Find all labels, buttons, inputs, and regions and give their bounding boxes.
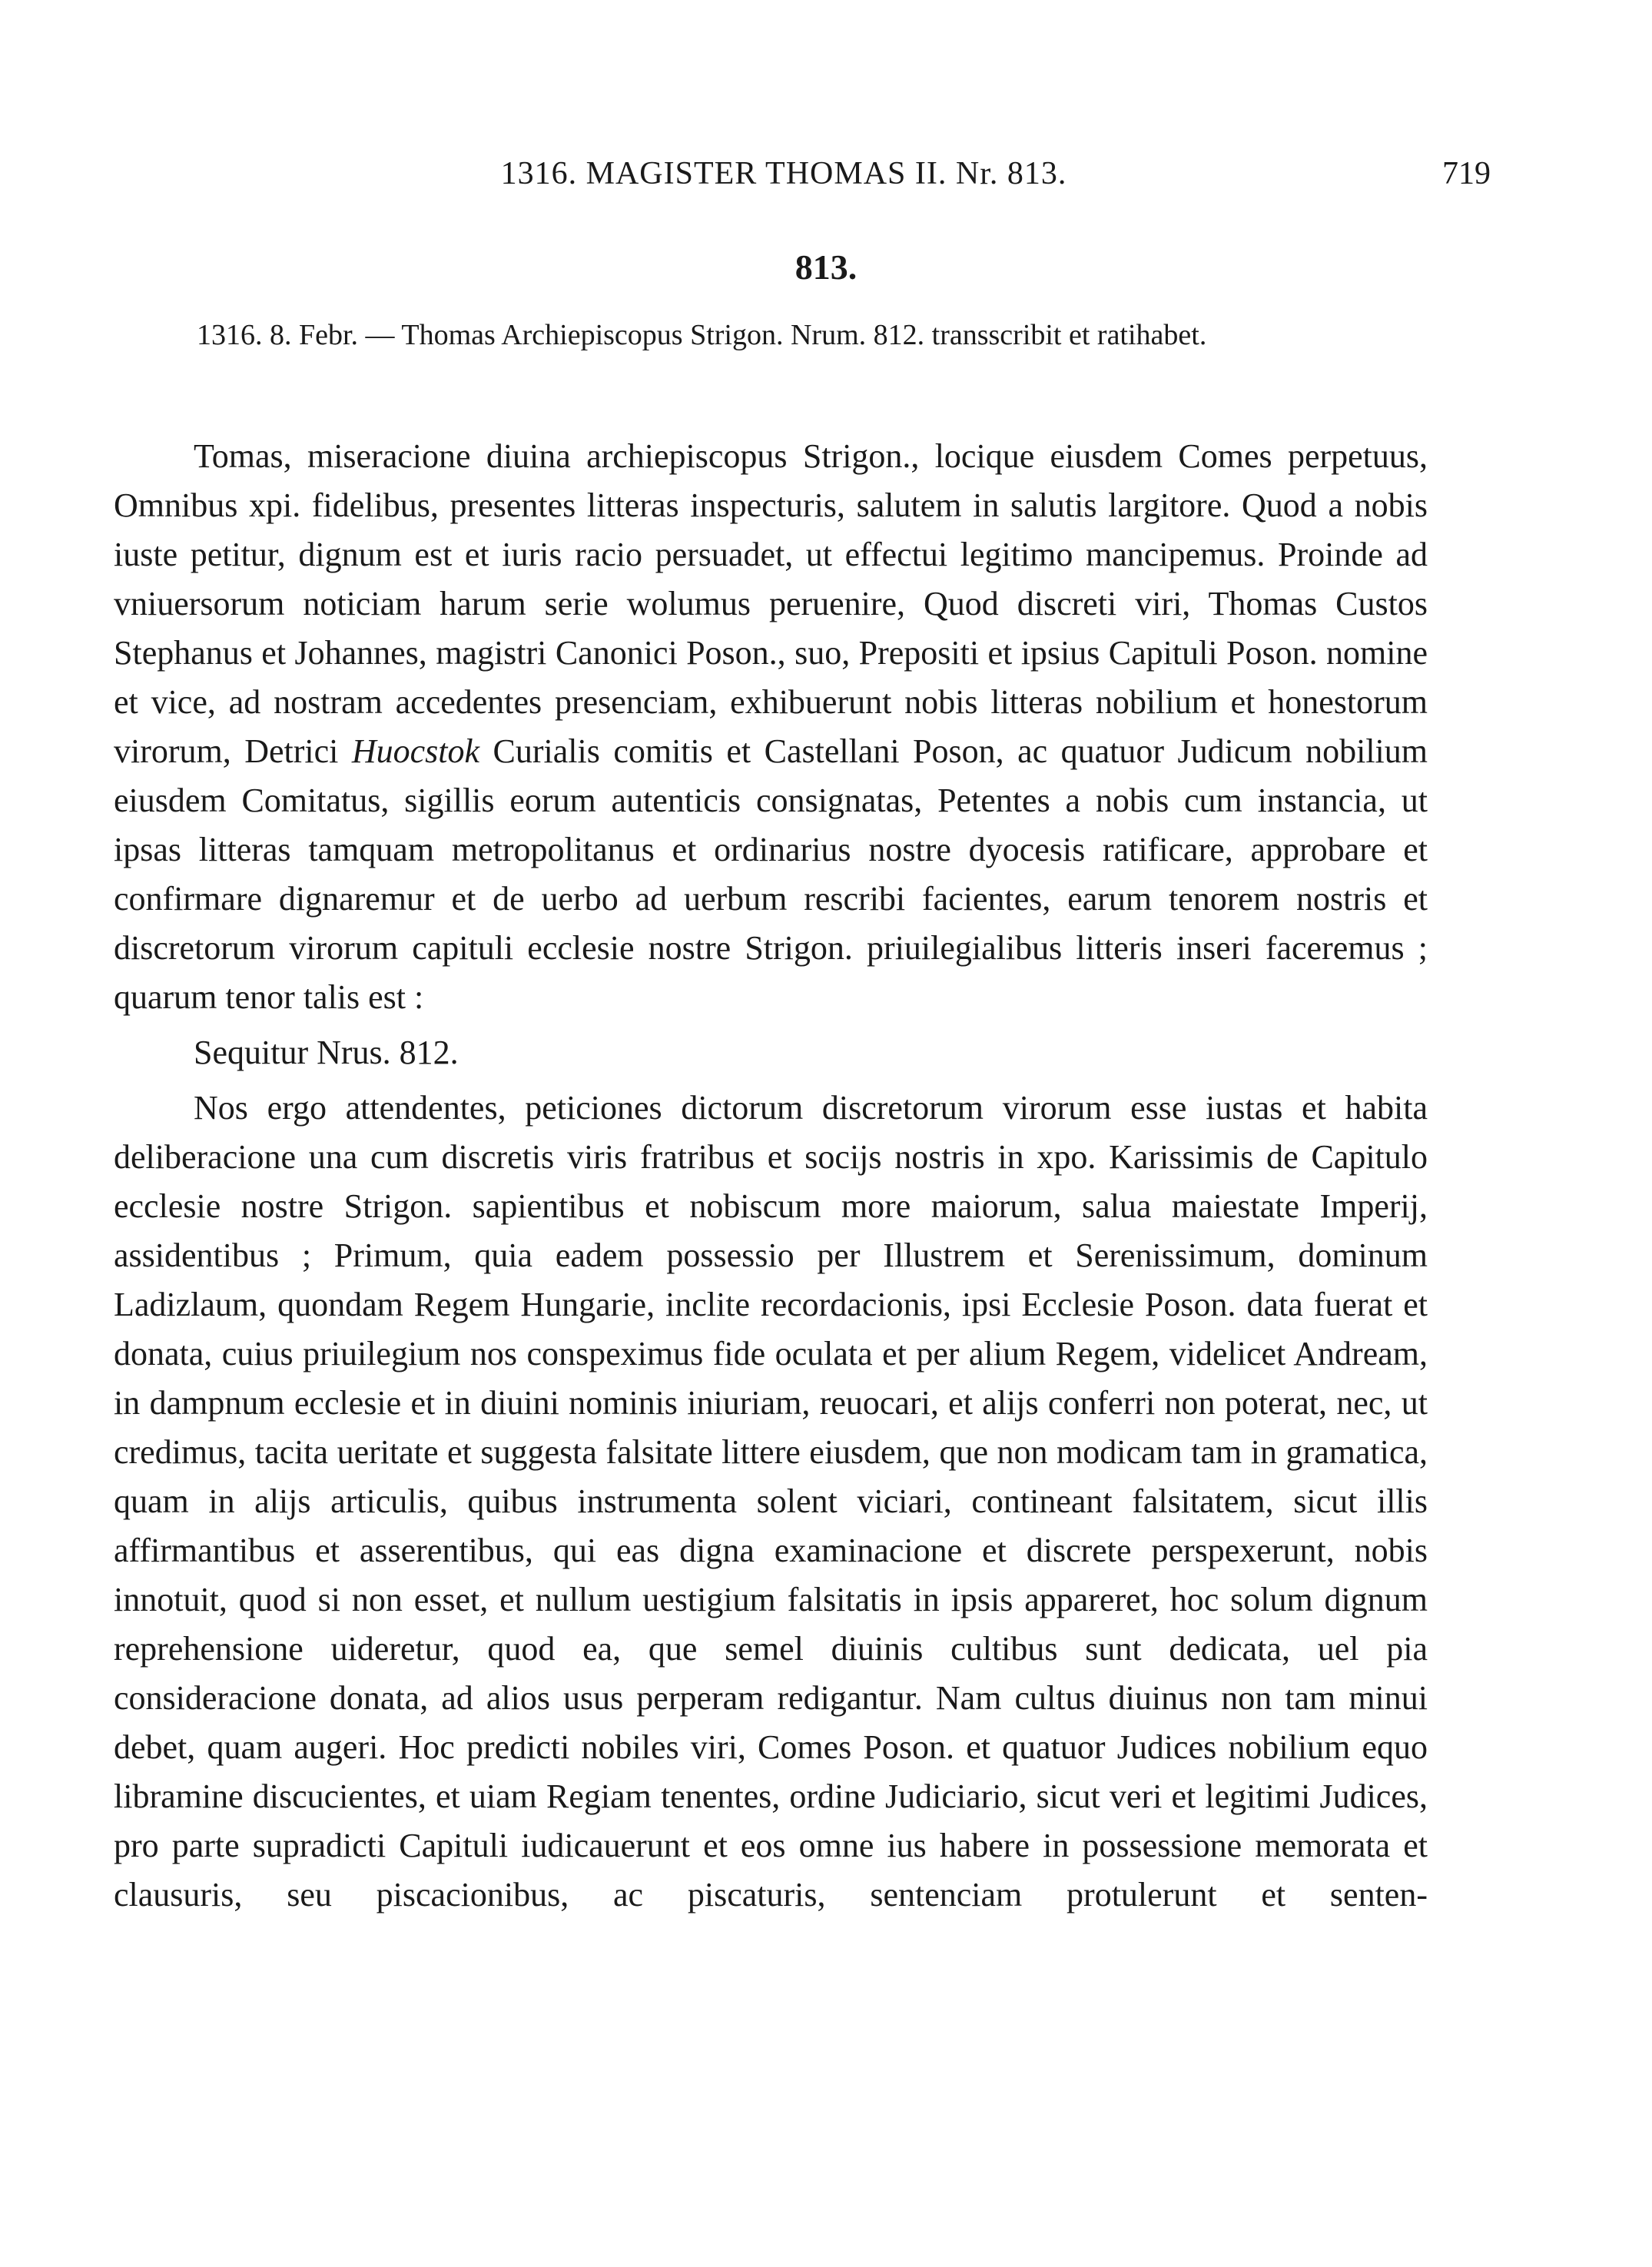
page-number: 719 bbox=[1442, 156, 1491, 191]
regest-summary: 1316. 8. Febr. — Thomas Archiepiscopus Strigon. Nrum. 812. transscribit et ratihabet. bbox=[197, 319, 1207, 351]
running-head bbox=[0, 151, 1652, 197]
document-body bbox=[114, 432, 1428, 1920]
paragraph-opening-text-2: Curialis comitis et Castellani Poson, ac quatuor Judicum nobilium eiusdem Comitatus, sigillis eorum autenticis consignatas, Petentes a nobis cum instancia, ut ipsas litteras tamquam metropolitanus et ordinarius nostre dyocesis ratificare, approbare et confirmare dignaremur et de uerbo ad uerbum rescribi facientes, earum tenorem nostris et discretorum virorum capituli ecclesie nostre Strigon. priuilegialibus litteris inseri faceremus ; quarum tenor talis est : bbox=[114, 732, 1428, 1016]
sequitur-line: Sequitur Nrus. 812. bbox=[194, 1034, 459, 1071]
paragraph-opening bbox=[114, 432, 1428, 1022]
running-title: 1316. MAGISTER THOMAS II. Nr. 813. bbox=[500, 156, 1067, 191]
document-number: 813. bbox=[794, 247, 858, 287]
italic-name: Huocstok bbox=[351, 732, 480, 770]
paragraph-opening-text-1: Tomas, miseracione diuina archiepiscopus Strigon., locique eiusdem Comes perpetuus, Omnibus xpi. fidelibus, presentes litteras inspecturis, salutem in salutis largitore. Quod a nobis iuste petitur, dignum est et iuris racio persuadet, ut effectui legitimo mancipemus. Proinde ad vniuersorum noticiam harum serie wolumus peruenire, Quod discreti viri, Thomas Custos Stephanus et Johannes, magistri Canonici Poson., suo, Prepositi et ipsius Capituli Poson. nomine et vice, ad nostram accedentes presenciam, exhibuerunt nobis litteras nobilium et honestorum virorum, Detrici bbox=[114, 437, 1428, 770]
paragraph-continuation: Nos ergo attendentes, peticiones dictorum discretorum virorum esse iustas et habita deliberacione una cum discretis viris fratribus et socijs nostris in xpo. Karissimis de Capitulo ecclesie nostre Strigon. sapientibus et nobiscum more maiorum, salua maiestate Imperij, assidentibus ; Primum, quia eadem possessio per Illustrem et Serenissimum, dominum Ladizlaum, quondam Regem Hungarie, inclite recordacionis, ipsi Ecclesie Poson. data fuerat et donata, cuius priuilegium nos conspeximus fide oculata et per alium Regem, videlicet Andream, in dampnum ecclesie et in diuini nominis iniuriam, reuocari, et alijs conferri non poterat, nec, ut credimus, tacita ueritate et suggesta falsitate littere eiusdem, que non modicam tam in gramatica, quam in alijs articulis, quibus instrumenta solent viciari, contineant falsitatem, sicut illis affirmantibus et asserentibus, qui eas digna examinacione et discrete perspexerunt, nobis innotuit, quod si non esset, et nullum uestigium falsitatis in ipsis appareret, hoc solum dignum reprehensione uideretur, quod ea, que semel diuinis cultibus sunt dedicata, uel pia consideracione donata, ad alios usus perperam redigantur. Nam cultus diuinus non tam minui debet, quam augeri. Hoc predicti nobiles viri, Comes Poson. et quatuor Judices nobilium equo libramine discucientes, et uiam Regiam tenentes, ordine Judiciario, sicut veri et legitimi Judices, pro parte supradicti Capituli iudicauerunt et eos omne ius habere in possessione memorata et clausuris, seu piscacionibus, ac piscaturis, sentenciam protulerunt et senten- bbox=[114, 1089, 1428, 1914]
